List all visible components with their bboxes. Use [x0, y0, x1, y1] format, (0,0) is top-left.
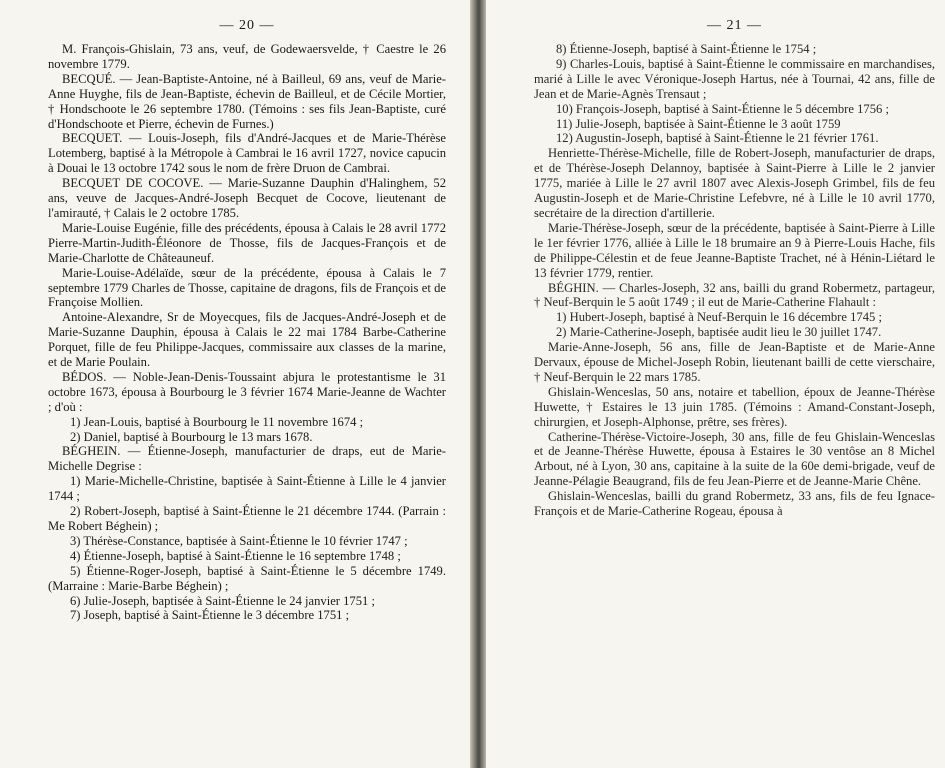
list-item: 6) Julie-Joseph, baptisée à Saint-Étienne le 24 janvier 1751 ; [70, 593, 375, 608]
list-item: 5) Étienne-Roger-Joseph, baptisé à Saint-Étienne le 5 décembre 1749. (Marraine : Marie-Barbe Béghein) ; [48, 563, 446, 593]
list-item: 2) Robert-Joseph, baptisé à Saint-Étienne le 21 décembre 1744. (Parrain : Me Robert Béghein) ; [48, 504, 446, 533]
paragraph: Marie-Anne-Joseph, 56 ans, fille de Jean-Baptiste et de Marie-Anne Dervaux, épouse de Michel-Joseph Robin, lieutenant bailli de cette vierschaire, † Neuf-Berquin le 22 mars 1785. [534, 340, 935, 384]
list-item: 8) Étienne-Joseph, baptisé à Saint-Étienne le 1754 ; [556, 42, 817, 56]
list-item: 3) Thérèse-Constance, baptisée à Saint-Étienne le 10 février 1747 ; [70, 533, 408, 548]
paragraph: BECQUÉ. — Jean-Baptiste-Antoine, né à Bailleul, 69 ans, veuf de Marie-Anne Huyghe, fils de Jean-Baptiste, échevin de Bailleul, et de Cécile Mortier, † Hondschoote le 26 septembre 1780. (Témoins : ses fils Jean-Baptiste, curé d'Hondschoote et Pierre, échevin de Furnes.) [48, 71, 446, 131]
list-item: 7) Joseph, baptisé à Saint-Étienne le 3 décembre 1751 ; [70, 608, 350, 623]
paragraph: Marie-Louise Eugénie, fille des précédents, épousa à Calais le 28 avril 1772 Pierre-Martin-Judith-Éléonore de Thosse, fils de Jacques-François et de Marie-Charlotte de Châteauneuf. [48, 220, 446, 265]
paragraph: Catherine-Thérèse-Victoire-Joseph, 30 ans, fille de feu Ghislain-Wenceslas et de Jeanne-Thérèse Huwette, épousa à Estaires le 30 ventôse an 8 Michel Arbout, né à Lyon, 30 ans, capitaine à la suite de la 60e demi-brigade, veuf de Jeanne-Pélagie Beaugrand, fils de feu Jean-Pierre et de Jeanne-Marie Chêne. [534, 429, 935, 489]
right-page [486, 0, 945, 768]
paragraph: BÉGHIN. — Charles-Joseph, 32 ans, bailli du grand Robermetz, partageur, † Neuf-Berquin le 5 août 1749 ; il eut de Marie-Catherine Flahault : [534, 280, 935, 310]
paragraph: Antoine-Alexandre, Sr de Moyecques, fils de Jacques-André-Joseph et de Marie-Suzanne Dauphin, épousa à Calais le 22 mai 1784 Barbe-Catherine Porquet, fille de feu Philippe-Jacques, commissaire aux classes de la marine, et de Marie Poulain. [48, 310, 446, 370]
list-item: 9) Charles-Louis, baptisé à Saint-Étienne le commissaire en marchandises, marié à Lille le avec Véronique-Joseph Hartus, née à Tournai, 42 ans, fille de Jean et de Marie-Agnès Trensaut ; [534, 56, 935, 101]
left-page [0, 0, 470, 768]
list-item: 1) Marie-Michelle-Christine, baptisée à Saint-Étienne à Lille le 4 janvier 1744 ; [48, 474, 446, 504]
paragraph: Ghislain-Wenceslas, bailli du grand Robermetz, 33 ans, fils de feu Ignace-François et de Marie-Catherine Rogeau, épousa à [534, 489, 935, 519]
list-item: 10) François-Joseph, baptisé à Saint-Étienne le 5 décembre 1756 ; [556, 101, 889, 116]
paragraph: Marie-Thérèse-Joseph, sœur de la précédente, baptisée à Saint-Pierre à Lille le 1er février 1776, alliée à Lille le 18 brumaire an 9 à Pierre-Louis Hache, fils de Philippe-Célestin et de feue Jeanne-Baptiste Trachet, né à Hénin-Liétard le 13 février 1779, rentier. [534, 220, 935, 280]
paragraph: BÉDOS. — Noble-Jean-Denis-Toussaint abjura le protestantisme le 31 octobre 1673, épousa à Bourbourg le 3 février 1674 Marie-Jeanne de Wachter ; d'où : [48, 369, 446, 414]
list-item: 2) Daniel, baptisé à Bourbourg le 13 mars 1678. [70, 429, 313, 444]
paragraph: Ghislain-Wenceslas, 50 ans, notaire et tabellion, époux de Jeanne-Thérèse Huwette, † Estaires le 13 juin 1785. (Témoins : Amand-Constant-Joseph, chirurgien, et Joseph-Alphonse, prêtre, ses frères). [534, 384, 935, 429]
page-number: — 20 — [219, 18, 275, 33]
paragraph: BECQUET. — Louis-Joseph, fils d'André-Jacques et de Marie-Thérèse Lotemberg, baptisé à la Métropole à Cambrai le 16 avril 1727, novice capucin à Douai le 13 octobre 1742 sous le nom de frère Druon de Cambrai. [48, 131, 446, 176]
list-item: 1) Hubert-Joseph, baptisé à Neuf-Berquin le 16 décembre 1745 ; [556, 310, 882, 325]
paragraph: Marie-Louise-Adélaïde, sœur de la précédente, épousa à Calais le 7 septembre 1779 Charles de Thosse, capitaine de dragons, fils de François et de Françoise Mollien. [48, 265, 446, 310]
list-item: 1) Jean-Louis, baptisé à Bourbourg le 11 novembre 1674 ; [70, 414, 364, 429]
list-item: 11) Julie-Joseph, baptisée à Saint-Étienne le 3 août 1759 [556, 116, 841, 131]
page-number: — 21 — [707, 18, 762, 33]
paragraph: BECQUET DE COCOVE. — Marie-Suzanne Dauphin d'Halinghem, 52 ans, veuve de Jacques-André-Joseph Becquet de Cocove, lieutenant de l'amirauté, † Calais le 2 octobre 1785. [48, 176, 446, 220]
paragraph: BÉGHEIN. — Étienne-Joseph, manufacturier de draps, eut de Marie-Michelle Degrise : [48, 444, 446, 474]
page-text [534, 42, 935, 519]
page-text [48, 42, 446, 623]
list-item: 4) Étienne-Joseph, baptisé à Saint-Étienne le 16 septembre 1748 ; [70, 548, 401, 563]
list-item: 2) Marie-Catherine-Joseph, baptisée audit lieu le 30 juillet 1747. [556, 325, 882, 340]
paragraph: Henriette-Thérèse-Michelle, fille de Robert-Joseph, manufacturier de draps, et de Thérèse-Joseph Delannoy, baptisée à Saint-Pierre à Lille le 2 janvier 1775, mariée à Lille le 27 avril 1807 avec Alexis-Joseph Grimbel, fils de feu Augustin-Joseph et de Marie-Christine Lefebvre, né à Lille le 10 avril 1770, secrétaire de la direction d'artillerie. [534, 146, 935, 220]
paragraph: M. François-Ghislain, 73 ans, veuf, de Godewaersvelde, † Caestre le 26 novembre 1779. [48, 42, 446, 71]
book-gutter [470, 0, 486, 768]
list-item: 12) Augustin-Joseph, baptisé à Saint-Étienne le 21 février 1761. [556, 131, 879, 146]
